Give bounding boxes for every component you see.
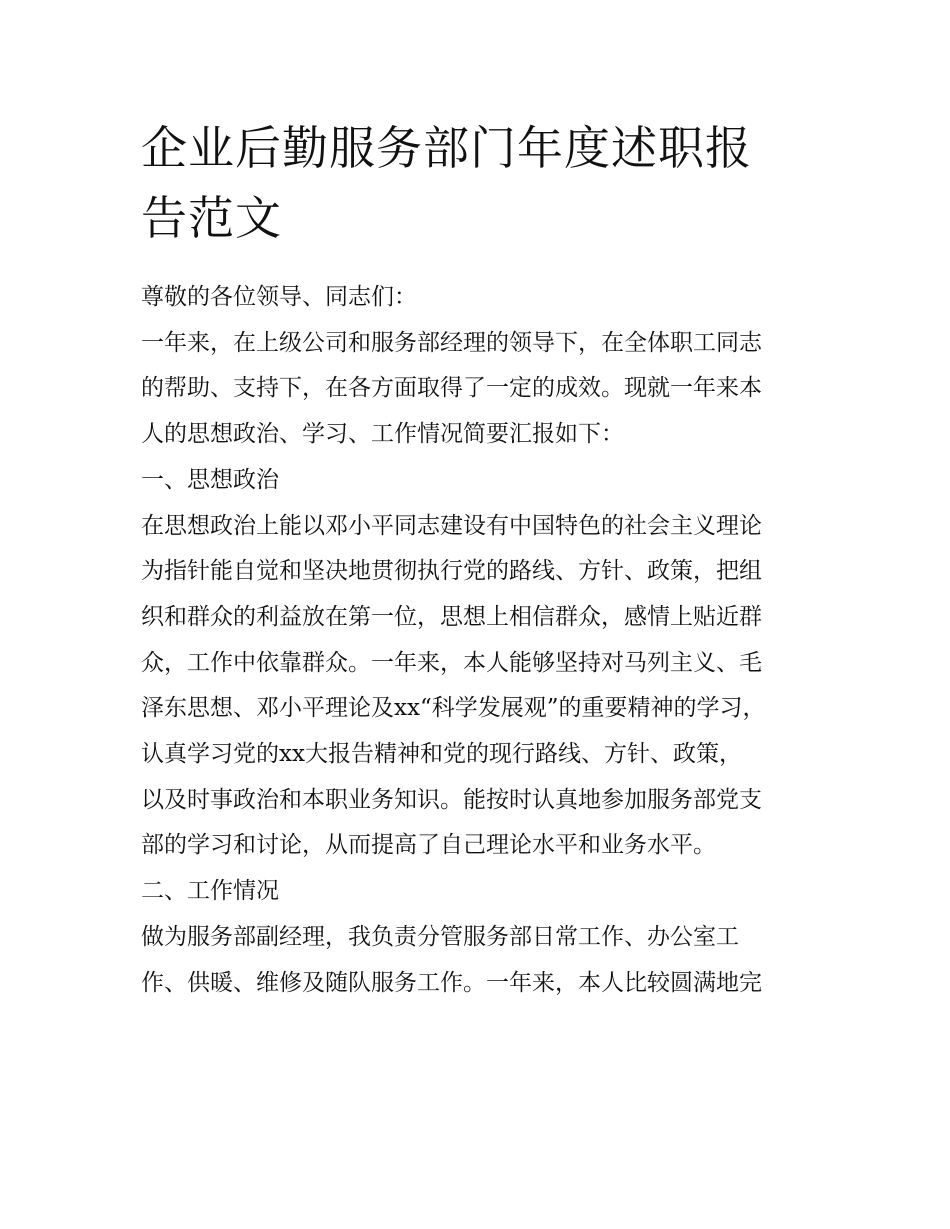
text-line: 部的学习和讨论，从而提高了自己理论水平和业务水平。 [141, 832, 716, 859]
text-line: 以及时事政治和本职业务知识。能按时认真地参加服务部党支 [141, 786, 762, 813]
text-line: 在思想政治上能以邓小平同志建设有中国特色的社会主义理论 [141, 512, 762, 539]
title-line: 企业后勤服务部门年度述职报 [141, 121, 752, 175]
section-heading-2 [141, 869, 821, 915]
document-body [141, 113, 821, 1006]
text-line: 织和群众的利益放在第一位，思想上相信群众，感情上贴近群 [141, 603, 762, 630]
document-title [141, 113, 821, 253]
text-line: 为指针能自觉和坚决地贯彻执行党的路线、方针、政策，把组 [141, 558, 762, 585]
text-line: 一年来，在上级公司和服务部经理的领导下，在全体职工同志 [141, 329, 762, 356]
salutation [141, 275, 821, 321]
text-line: 做为服务部副经理，我负责分管服务部日常工作、办公室工 [141, 923, 739, 950]
text-line: 的帮助、支持下，在各方面取得了一定的成效。现就一年来本 [141, 375, 762, 402]
text-line: 众，工作中依靠群众。一年来，本人能够坚持对马列主义、毛 [141, 649, 762, 676]
text-line: 作、供暖、维修及随队服务工作。一年来，本人比较圆满地完 [141, 969, 762, 996]
heading-line: 二、工作情况 [141, 878, 279, 905]
section-heading-1 [141, 458, 821, 504]
text-line: 泽东思想、邓小平理论及xx“科学发展观”的重要精神的学习， [141, 695, 766, 722]
text-line: 认真学习党的xx大报告精神和党的现行路线、方针、政策， [141, 741, 742, 768]
politics-paragraph [141, 504, 821, 870]
text-line: 人的思想政治、学习、工作情况简要汇报如下： [141, 421, 624, 448]
intro-paragraph [141, 321, 821, 458]
work-paragraph [141, 915, 821, 1006]
heading-line: 一、思想政治 [141, 466, 279, 493]
title-line: 告范文 [141, 191, 282, 245]
text-line: 尊敬的各位领导、同志们： [141, 284, 417, 310]
